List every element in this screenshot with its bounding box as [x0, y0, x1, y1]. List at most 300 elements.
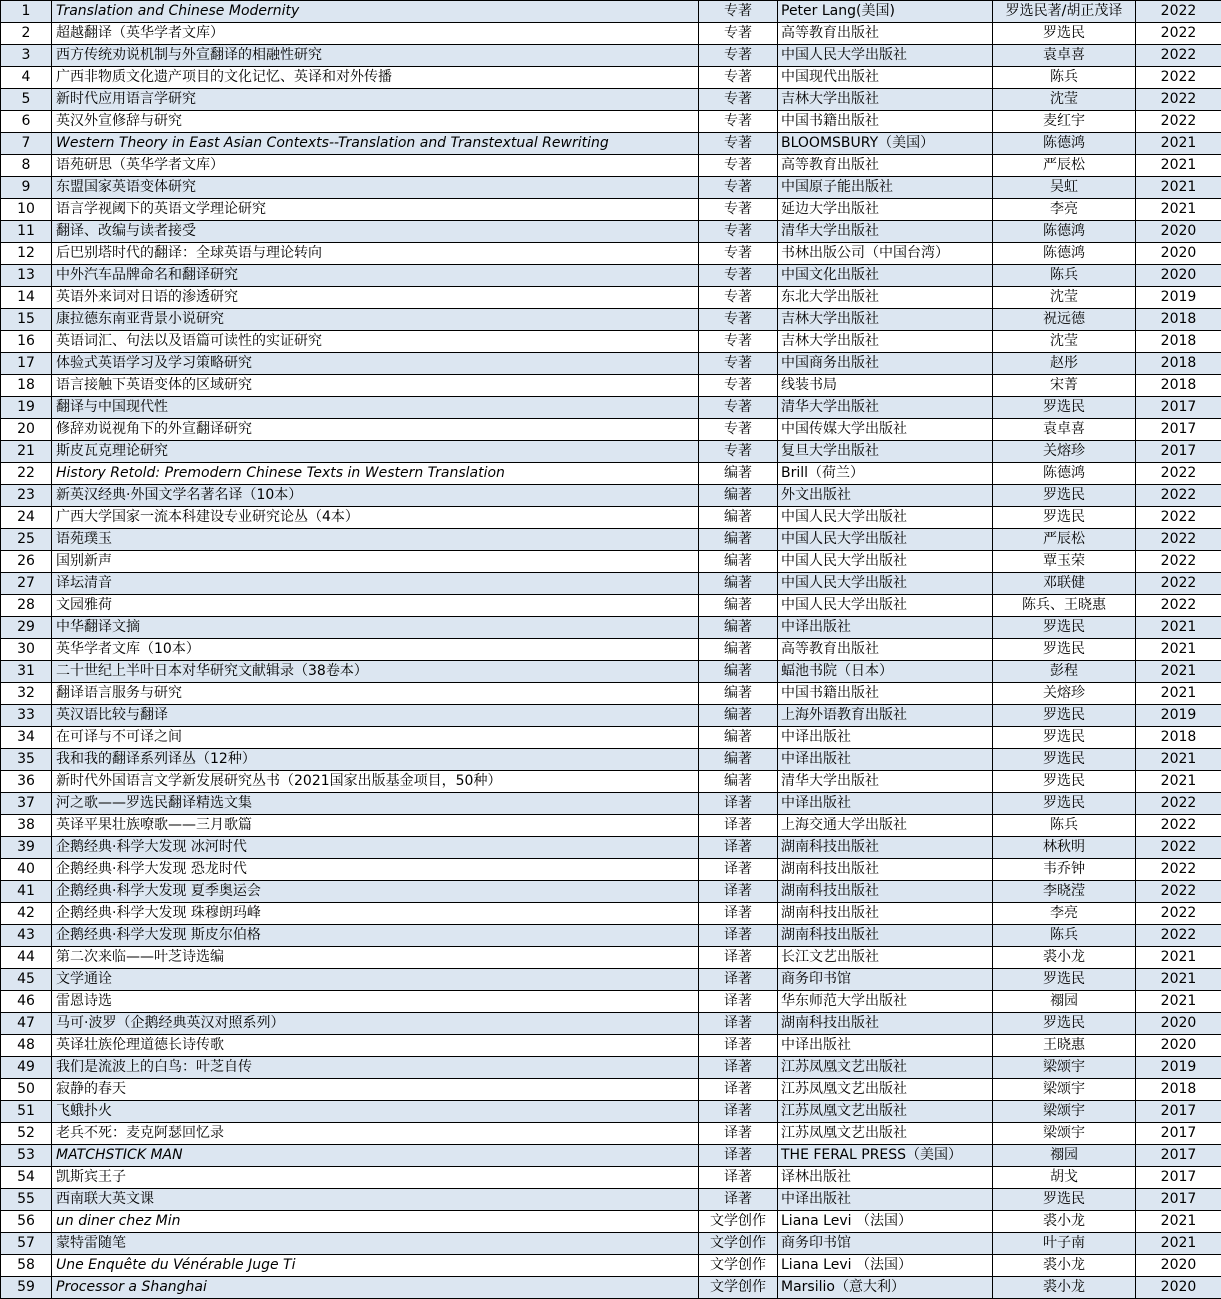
publisher: 中国人民大学出版社: [778, 529, 993, 551]
publication-year: 2022: [1136, 507, 1221, 529]
publisher: 湖南科技出版社: [778, 1013, 993, 1035]
table-row: [1, 617, 1221, 639]
book-title: 中外汽车品牌命名和翻译研究: [52, 265, 699, 287]
publisher: 东北大学出版社: [778, 287, 993, 309]
publisher: 外文出版社: [778, 485, 993, 507]
publisher: 高等教育出版社: [778, 155, 993, 177]
row-number: 7: [1, 133, 52, 155]
row-number: 37: [1, 793, 52, 815]
publication-year: 2019: [1136, 1057, 1221, 1079]
book-title: 新英汉经典·外国文学名著名译（10本）: [52, 485, 699, 507]
book-type: 译著: [699, 1013, 778, 1035]
book-title: 英华学者文库（10本）: [52, 639, 699, 661]
publication-year: 2017: [1136, 441, 1221, 463]
publication-year: 2021: [1136, 749, 1221, 771]
author: 赵彤: [993, 353, 1136, 375]
author: 罗选民著/胡正茂译: [993, 1, 1136, 23]
book-type: 译著: [699, 947, 778, 969]
row-number: 11: [1, 221, 52, 243]
publisher: 中国文化出版社: [778, 265, 993, 287]
row-number: 50: [1, 1079, 52, 1101]
publication-year: 2021: [1136, 1211, 1221, 1233]
publisher: 商务印书馆: [778, 969, 993, 991]
row-number: 12: [1, 243, 52, 265]
book-title: 广西大学国家一流本科建设专业研究论丛（4本）: [52, 507, 699, 529]
book-type: 译著: [699, 903, 778, 925]
row-number: 34: [1, 727, 52, 749]
row-number: 42: [1, 903, 52, 925]
author: 罗选民: [993, 705, 1136, 727]
book-title: 英语外来词对日语的渗透研究: [52, 287, 699, 309]
book-type: 译著: [699, 881, 778, 903]
table-row: [1, 1167, 1221, 1189]
author: 邓联健: [993, 573, 1136, 595]
row-number: 59: [1, 1277, 52, 1299]
row-number: 58: [1, 1255, 52, 1277]
table-row: [1, 1145, 1221, 1167]
publication-year: 2018: [1136, 331, 1221, 353]
author: 关熔珍: [993, 441, 1136, 463]
book-title: 康拉德东南亚背景小说研究: [52, 309, 699, 331]
book-title: Western Theory in East Asian Contexts--Translation and Transtextual Rewriting: [52, 133, 699, 155]
book-type: 编著: [699, 551, 778, 573]
publisher: 线装书局: [778, 375, 993, 397]
table-row: [1, 837, 1221, 859]
publication-year: 2018: [1136, 727, 1221, 749]
publication-year: 2021: [1136, 639, 1221, 661]
table-row: [1, 1233, 1221, 1255]
publisher: 中国书籍出版社: [778, 683, 993, 705]
row-number: 33: [1, 705, 52, 727]
book-type: 编著: [699, 485, 778, 507]
row-number: 21: [1, 441, 52, 463]
book-type: 译著: [699, 793, 778, 815]
book-type: 专著: [699, 287, 778, 309]
publication-year: 2017: [1136, 1101, 1221, 1123]
author: 梁颂宇: [993, 1057, 1136, 1079]
publisher: 中国原子能出版社: [778, 177, 993, 199]
row-number: 57: [1, 1233, 52, 1255]
book-title: Processor a Shanghai: [52, 1277, 699, 1299]
publisher: 中国现代出版社: [778, 67, 993, 89]
row-number: 51: [1, 1101, 52, 1123]
book-title: 斯皮瓦克理论研究: [52, 441, 699, 463]
book-type: 专著: [699, 265, 778, 287]
publisher: 高等教育出版社: [778, 639, 993, 661]
author: 陈兵: [993, 815, 1136, 837]
row-number: 45: [1, 969, 52, 991]
book-title: 英汉外宣修辞与研究: [52, 111, 699, 133]
table-row: [1, 463, 1221, 485]
author: 麦红宇: [993, 111, 1136, 133]
table-row: [1, 111, 1221, 133]
publication-year: 2017: [1136, 1145, 1221, 1167]
book-type: 译著: [699, 925, 778, 947]
publisher: THE FERAL PRESS（美国）: [778, 1145, 993, 1167]
publisher: 译林出版社: [778, 1167, 993, 1189]
publication-year: 2021: [1136, 199, 1221, 221]
row-number: 6: [1, 111, 52, 133]
publication-year: 2021: [1136, 969, 1221, 991]
row-number: 20: [1, 419, 52, 441]
book-type: 编著: [699, 683, 778, 705]
publisher: 华东师范大学出版社: [778, 991, 993, 1013]
book-title: 东盟国家英语变体研究: [52, 177, 699, 199]
publisher: 湖南科技出版社: [778, 837, 993, 859]
table-row: [1, 45, 1221, 67]
publisher: 清华大学出版社: [778, 397, 993, 419]
book-title: 后巴别塔时代的翻译：全球英语与理论转向: [52, 243, 699, 265]
book-title: Une Enquête du Vénérable Juge Ti: [52, 1255, 699, 1277]
table-row: [1, 1255, 1221, 1277]
table-row: [1, 1277, 1221, 1299]
row-number: 43: [1, 925, 52, 947]
table-row: [1, 815, 1221, 837]
book-type: 编著: [699, 639, 778, 661]
table-row: [1, 529, 1221, 551]
book-type: 编著: [699, 529, 778, 551]
book-type: 专著: [699, 331, 778, 353]
publisher: 长江文艺出版社: [778, 947, 993, 969]
table-row: [1, 1079, 1221, 1101]
publication-year: 2017: [1136, 1189, 1221, 1211]
row-number: 44: [1, 947, 52, 969]
table-row: [1, 969, 1221, 991]
publication-year: 2020: [1136, 1035, 1221, 1057]
book-title: 超越翻译（英华学者文库）: [52, 23, 699, 45]
table-row: [1, 749, 1221, 771]
book-type: 编著: [699, 661, 778, 683]
publisher: Peter Lang(美国): [778, 1, 993, 23]
publication-year: 2021: [1136, 1233, 1221, 1255]
author: 罗选民: [993, 727, 1136, 749]
book-type: 译著: [699, 1101, 778, 1123]
publication-year: 2021: [1136, 947, 1221, 969]
book-type: 文学创作: [699, 1233, 778, 1255]
publication-year: 2021: [1136, 155, 1221, 177]
book-title: 在可译与不可译之间: [52, 727, 699, 749]
book-title: 语言学视阈下的英语文学理论研究: [52, 199, 699, 221]
row-number: 53: [1, 1145, 52, 1167]
book-type: 编著: [699, 617, 778, 639]
book-type: 译著: [699, 859, 778, 881]
row-number: 13: [1, 265, 52, 287]
book-title: 英汉语比较与翻译: [52, 705, 699, 727]
book-type: 译著: [699, 1035, 778, 1057]
book-type: 编著: [699, 749, 778, 771]
publication-year: 2022: [1136, 595, 1221, 617]
row-number: 3: [1, 45, 52, 67]
author: 王晓惠: [993, 1035, 1136, 1057]
author: 梁颂宇: [993, 1101, 1136, 1123]
publisher: 中译出版社: [778, 1035, 993, 1057]
row-number: 26: [1, 551, 52, 573]
row-number: 40: [1, 859, 52, 881]
publisher: 中国人民大学出版社: [778, 595, 993, 617]
publication-year: 2022: [1136, 573, 1221, 595]
row-number: 1: [1, 1, 52, 23]
publication-year: 2022: [1136, 815, 1221, 837]
row-number: 30: [1, 639, 52, 661]
table-row: [1, 639, 1221, 661]
book-type: 专著: [699, 45, 778, 67]
book-title: 西方传统劝说机制与外宣翻译的相融性研究: [52, 45, 699, 67]
book-type: 专著: [699, 353, 778, 375]
book-type: 编著: [699, 573, 778, 595]
author: 宋菁: [993, 375, 1136, 397]
book-title: 语言接触下英语变体的区域研究: [52, 375, 699, 397]
row-number: 39: [1, 837, 52, 859]
author: 陈德鸿: [993, 243, 1136, 265]
book-type: 编著: [699, 705, 778, 727]
publication-year: 2022: [1136, 529, 1221, 551]
table-row: [1, 1123, 1221, 1145]
publication-year: 2022: [1136, 1, 1221, 23]
book-type: 译著: [699, 815, 778, 837]
book-title: 翻译与中国现代性: [52, 397, 699, 419]
table-row: [1, 595, 1221, 617]
publisher: 中国人民大学出版社: [778, 45, 993, 67]
publisher: 湖南科技出版社: [778, 903, 993, 925]
publisher: 中译出版社: [778, 749, 993, 771]
author: 关熔珍: [993, 683, 1136, 705]
row-number: 2: [1, 23, 52, 45]
publication-year: 2020: [1136, 243, 1221, 265]
row-number: 22: [1, 463, 52, 485]
book-type: 专著: [699, 89, 778, 111]
publication-year: 2022: [1136, 881, 1221, 903]
book-title: 新时代外国语言文学新发展研究丛书（2021国家出版基金项目，50种）: [52, 771, 699, 793]
row-number: 29: [1, 617, 52, 639]
table-row: [1, 925, 1221, 947]
publisher: 中国人民大学出版社: [778, 551, 993, 573]
table-row: [1, 221, 1221, 243]
table-row: [1, 441, 1221, 463]
book-type: 译著: [699, 1057, 778, 1079]
book-title: 凯斯宾王子: [52, 1167, 699, 1189]
book-title: 寂静的春天: [52, 1079, 699, 1101]
publication-year: 2022: [1136, 67, 1221, 89]
author: 沈莹: [993, 331, 1136, 353]
book-title: 文学通诠: [52, 969, 699, 991]
book-type: 译著: [699, 1189, 778, 1211]
publication-year: 2020: [1136, 1255, 1221, 1277]
author: 陈德鸿: [993, 133, 1136, 155]
author: 李亮: [993, 199, 1136, 221]
table-row: [1, 881, 1221, 903]
publication-year: 2018: [1136, 309, 1221, 331]
table-row: [1, 353, 1221, 375]
publisher: Liana Levi （法国）: [778, 1211, 993, 1233]
table-row: [1, 1013, 1221, 1035]
row-number: 31: [1, 661, 52, 683]
book-type: 编著: [699, 771, 778, 793]
author: 林秋明: [993, 837, 1136, 859]
row-number: 49: [1, 1057, 52, 1079]
book-type: 译著: [699, 1167, 778, 1189]
row-number: 14: [1, 287, 52, 309]
table-row: [1, 199, 1221, 221]
publisher: 江苏凤凰文艺出版社: [778, 1123, 993, 1145]
publisher: Liana Levi （法国）: [778, 1255, 993, 1277]
row-number: 15: [1, 309, 52, 331]
author: 袁卓喜: [993, 45, 1136, 67]
author: 严辰松: [993, 529, 1136, 551]
book-type: 译著: [699, 991, 778, 1013]
book-type: 专著: [699, 309, 778, 331]
publication-year: 2022: [1136, 485, 1221, 507]
book-title: 英语词汇、句法以及语篇可读性的实证研究: [52, 331, 699, 353]
table-row: [1, 991, 1221, 1013]
author: 叶子南: [993, 1233, 1136, 1255]
publication-year: 2022: [1136, 793, 1221, 815]
author: 沈莹: [993, 89, 1136, 111]
book-title: 广西非物质文化遗产项目的文化记忆、英译和对外传播: [52, 67, 699, 89]
publisher: 中国人民大学出版社: [778, 573, 993, 595]
publisher: 湖南科技出版社: [778, 859, 993, 881]
book-title: 第二次来临——叶芝诗选编: [52, 947, 699, 969]
row-number: 32: [1, 683, 52, 705]
table-row: [1, 771, 1221, 793]
publication-year: 2020: [1136, 1277, 1221, 1299]
author: 祝远德: [993, 309, 1136, 331]
book-title: 国别新声: [52, 551, 699, 573]
publication-year: 2018: [1136, 353, 1221, 375]
book-type: 文学创作: [699, 1211, 778, 1233]
publisher: 吉林大学出版社: [778, 309, 993, 331]
row-number: 55: [1, 1189, 52, 1211]
row-number: 4: [1, 67, 52, 89]
row-number: 38: [1, 815, 52, 837]
book-title: 企鹅经典·科学大发现 斯皮尔伯格: [52, 925, 699, 947]
publisher: 吉林大学出版社: [778, 89, 993, 111]
book-type: 专著: [699, 111, 778, 133]
author: 严辰松: [993, 155, 1136, 177]
book-type: 专著: [699, 221, 778, 243]
book-title: 体验式英语学习及学习策略研究: [52, 353, 699, 375]
row-number: 54: [1, 1167, 52, 1189]
publisher: 吉林大学出版社: [778, 331, 993, 353]
publication-year: 2021: [1136, 683, 1221, 705]
publisher: Brill（荷兰）: [778, 463, 993, 485]
book-type: 专著: [699, 375, 778, 397]
author: 裘小龙: [993, 1277, 1136, 1299]
book-title: 企鹅经典·科学大发现 冰河时代: [52, 837, 699, 859]
author: 罗选民: [993, 793, 1136, 815]
publisher: 清华大学出版社: [778, 771, 993, 793]
book-title: 西南联大英文课: [52, 1189, 699, 1211]
publication-year: 2022: [1136, 23, 1221, 45]
publisher: 中译出版社: [778, 793, 993, 815]
row-number: 35: [1, 749, 52, 771]
row-number: 17: [1, 353, 52, 375]
table-row: [1, 287, 1221, 309]
author: 裘小龙: [993, 1211, 1136, 1233]
publisher: 湖南科技出版社: [778, 881, 993, 903]
author: 罗选民: [993, 969, 1136, 991]
book-type: 译著: [699, 969, 778, 991]
table-row: [1, 1, 1221, 23]
publisher: BLOOMSBURY（美国）: [778, 133, 993, 155]
book-type: 译著: [699, 1145, 778, 1167]
publisher: 中译出版社: [778, 617, 993, 639]
book-type: 文学创作: [699, 1255, 778, 1277]
book-title: History Retold: Premodern Chinese Texts in Western Translation: [52, 463, 699, 485]
row-number: 18: [1, 375, 52, 397]
table-row: [1, 485, 1221, 507]
table-row: [1, 133, 1221, 155]
publication-year: 2022: [1136, 837, 1221, 859]
row-number: 9: [1, 177, 52, 199]
book-type: 专著: [699, 441, 778, 463]
table-row: [1, 1035, 1221, 1057]
row-number: 56: [1, 1211, 52, 1233]
publisher: 湖南科技出版社: [778, 925, 993, 947]
table-row: [1, 705, 1221, 727]
publication-year: 2018: [1136, 375, 1221, 397]
publisher: 中国人民大学出版社: [778, 507, 993, 529]
table-row: [1, 265, 1221, 287]
author: 梁颂宇: [993, 1123, 1136, 1145]
publisher: 高等教育出版社: [778, 23, 993, 45]
publication-year: 2017: [1136, 1167, 1221, 1189]
publisher: 中国传媒大学出版社: [778, 419, 993, 441]
book-title: 河之歌——罗选民翻译精选文集: [52, 793, 699, 815]
publication-year: 2017: [1136, 397, 1221, 419]
book-title: 蒙特雷随笔: [52, 1233, 699, 1255]
publisher: 复旦大学出版社: [778, 441, 993, 463]
book-title: 我们是流波上的白鸟：叶芝自传: [52, 1057, 699, 1079]
row-number: 24: [1, 507, 52, 529]
book-type: 专著: [699, 199, 778, 221]
publication-year: 2021: [1136, 133, 1221, 155]
author: 陈兵、王晓惠: [993, 595, 1136, 617]
row-number: 46: [1, 991, 52, 1013]
table-row: [1, 551, 1221, 573]
author: 陈兵: [993, 925, 1136, 947]
publisher: 中国书籍出版社: [778, 111, 993, 133]
publication-year: 2019: [1136, 705, 1221, 727]
author: 吴虹: [993, 177, 1136, 199]
author: 李晓滢: [993, 881, 1136, 903]
book-type: 文学创作: [699, 1277, 778, 1299]
table-row: [1, 1189, 1221, 1211]
author: 罗选民: [993, 1189, 1136, 1211]
book-title: 企鹅经典·科学大发现 珠穆朗玛峰: [52, 903, 699, 925]
book-type: 专著: [699, 419, 778, 441]
publication-year: 2017: [1136, 1123, 1221, 1145]
row-number: 25: [1, 529, 52, 551]
author: 裘小龙: [993, 947, 1136, 969]
book-title: 马可·波罗（企鹅经典英汉对照系列）: [52, 1013, 699, 1035]
author: 禤园: [993, 991, 1136, 1013]
publication-year: 2021: [1136, 771, 1221, 793]
table-row: [1, 23, 1221, 45]
author: 禤园: [993, 1145, 1136, 1167]
book-title: 老兵不死：麦克阿瑟回忆录: [52, 1123, 699, 1145]
table-row: [1, 793, 1221, 815]
author: 罗选民: [993, 749, 1136, 771]
publisher: 江苏凤凰文艺出版社: [778, 1079, 993, 1101]
table-row: [1, 397, 1221, 419]
book-type: 专著: [699, 133, 778, 155]
publication-year: 2021: [1136, 991, 1221, 1013]
book-title: 二十世纪上半叶日本对华研究文献辑录（38卷本）: [52, 661, 699, 683]
table-row: [1, 177, 1221, 199]
table-row: [1, 1211, 1221, 1233]
author: 陈兵: [993, 67, 1136, 89]
publisher: 蝠池书院（日本）: [778, 661, 993, 683]
